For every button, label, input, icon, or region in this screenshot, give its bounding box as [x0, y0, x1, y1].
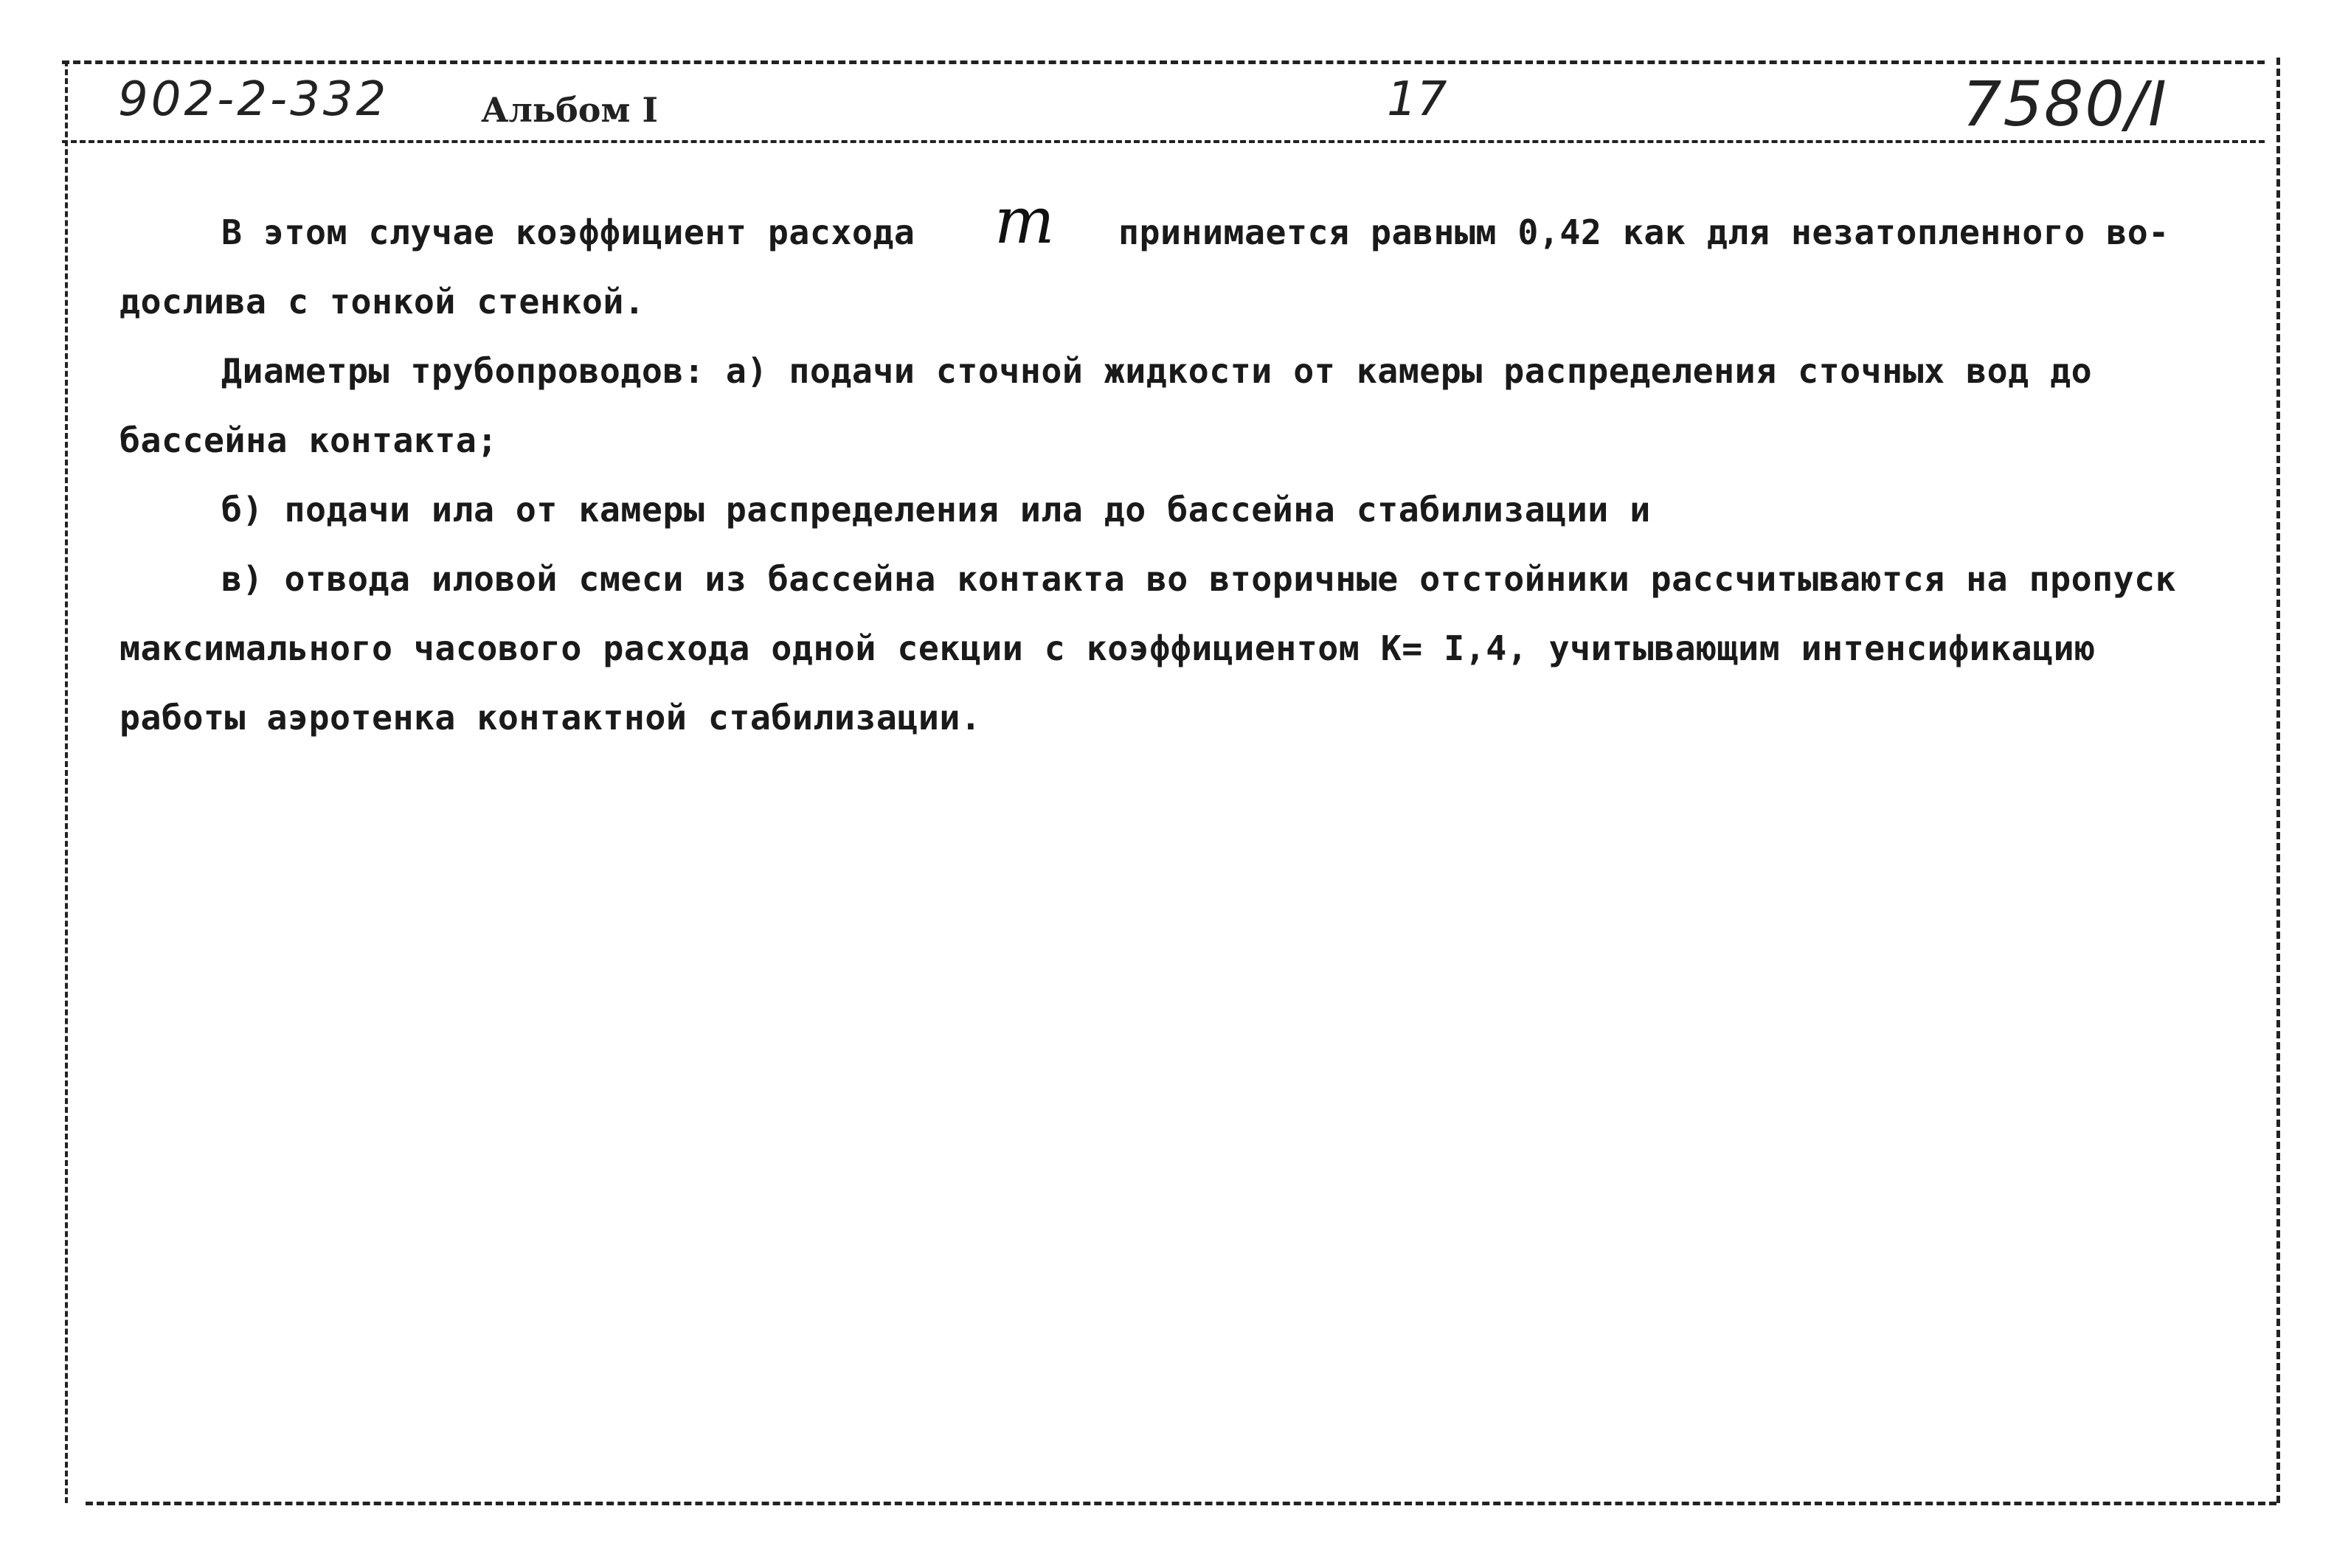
text-line-8: работы аэротенка контактной стабилизации.: [120, 698, 982, 738]
frame-top-border: [62, 60, 2265, 64]
text-line-3: Диаметры трубопроводов: а) подачи сточной жидкости от камеры распределения сточных вод до: [221, 351, 2093, 391]
sheet-number: 7580/I: [1962, 68, 2168, 140]
text-line-7: максимального часового расхода одной секции с коэффициентом К= I,4, учитывающим интенсификацию: [120, 628, 2096, 668]
text-line-4: бассейна контакта;: [120, 420, 498, 460]
text-line-2: дослива с тонкой стенкой.: [120, 282, 645, 322]
album-label: Альбом I: [481, 90, 658, 130]
text-line-6: в) отвода иловой смеси из бассейна контакта во вторичные отстойники рассчитываются на пропуск: [221, 559, 2177, 599]
frame-bottom-border: [86, 1502, 2276, 1505]
text-line-1a: В этом случае коэффициент расхода: [221, 212, 915, 252]
frame-left-border: [65, 60, 68, 1503]
text-line-1b: принимается равным 0,42 как для незатопленного во-: [1118, 212, 2169, 252]
text-line-5: б) подачи ила от камеры распределения ила до бассейна стабилизации и: [221, 490, 1651, 530]
document-code: 902-2-332: [118, 72, 389, 127]
page-number: 17: [1387, 72, 1447, 127]
frame-right-border: [2276, 58, 2280, 1503]
flow-coefficient-symbol: m: [994, 184, 1055, 258]
header-divider: [62, 140, 2265, 143]
